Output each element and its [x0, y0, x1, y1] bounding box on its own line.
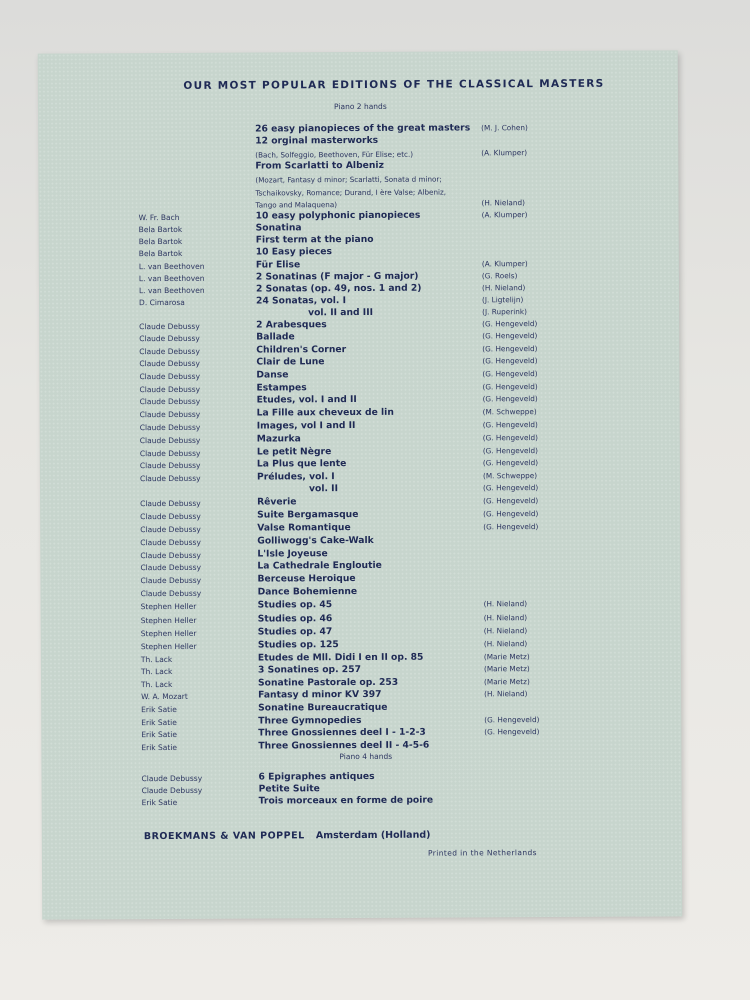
composer-name: Claude Debussy [140, 575, 202, 586]
editor-name: (G. Hengeveld) [482, 458, 539, 468]
composer-name: Claude Debussy [139, 333, 200, 344]
editor-name: (G. Hengeveld) [482, 344, 538, 354]
composer-name: Erik Satie [141, 717, 177, 728]
work-title: Children's Corner [256, 344, 347, 356]
editor-name: (G. Hengeveld) [483, 509, 539, 519]
composer-name: Claude Debussy [141, 773, 203, 784]
work-title: La Plus que lente [256, 458, 347, 470]
work-title: Studies op. 46 [257, 613, 333, 625]
composer-name: Erik Satie [141, 729, 177, 740]
editor-name: (G. Hengeveld) [482, 382, 538, 392]
work-contents-note: Tango and Malaquena) [255, 200, 338, 210]
composer-name: Claude Debussy [140, 588, 202, 599]
work-title: vol. II [308, 483, 339, 495]
work-title: 10 Easy pieces [255, 246, 333, 258]
editor-name: (H. Nieland) [481, 198, 525, 208]
publisher-city: Amsterdam (Holland) [315, 829, 431, 842]
editor-name: (H. Nieland) [484, 689, 528, 699]
composer-name: L. van Beethoven [138, 285, 205, 296]
printed-notice: Printed in the Netherlands [427, 848, 537, 858]
composer-name: Th. Lack [140, 654, 173, 665]
work-title: Valse Romantique [257, 522, 351, 534]
work-title: vol. II and III [308, 306, 374, 319]
work-title: Préludes, vol. I [256, 471, 335, 483]
composer-name: L. van Beethoven [138, 273, 205, 284]
editor-name: (G. Hengeveld) [482, 369, 538, 379]
work-title: L'Isle Joyeuse [257, 548, 328, 560]
work-title: Etudes, vol. I and II [256, 394, 357, 406]
work-title: Petite Suite [258, 783, 320, 795]
editor-name: (M. J. Cohen) [481, 123, 528, 133]
editor-name: (G. Hengeveld) [482, 319, 538, 329]
composer-name: Erik Satie [141, 742, 178, 753]
work-title: Dance Bohemienne [257, 586, 358, 598]
composer-name: Bela Bartok [138, 224, 183, 235]
composer-name: Claude Debussy [139, 371, 201, 382]
composer-name: Claude Debussy [140, 537, 201, 548]
page-title: OUR MOST POPULAR EDITIONS OF THE CLASSICAL MASTERS [183, 77, 605, 92]
work-title: Estampes [256, 382, 307, 394]
composer-name: Erik Satie [141, 704, 177, 715]
catalog-entry-4-hands [42, 793, 682, 808]
work-title: Danse [256, 369, 289, 381]
work-title: First term at the piano [255, 233, 374, 246]
editor-name: (Marie Metz) [483, 652, 530, 662]
composer-name: Claude Debussy [139, 321, 200, 332]
composer-name: Claude Debussy [140, 511, 201, 522]
editor-name: (Marie Metz) [483, 664, 530, 674]
work-title: Le petit Nègre [256, 446, 332, 458]
composer-name: Claude Debussy [139, 396, 201, 407]
composer-name: Claude Debussy [140, 562, 202, 573]
work-title: 2 Sonatinas (F major - G major) [255, 270, 419, 283]
work-title: 26 easy pianopieces of the great masters [255, 122, 471, 135]
editor-name: (G. Roels) [481, 271, 518, 281]
editor-name: (H. Nieland) [483, 613, 528, 623]
composer-name: D. Cimarosa [139, 297, 185, 308]
composer-name: Stephen Heller [140, 628, 197, 639]
work-title: 2 Arabesques [256, 319, 327, 331]
composer-name: Stephen Heller [140, 641, 197, 652]
work-title: Studies op. 45 [257, 599, 333, 611]
work-title: Suite Bergamasque [257, 509, 359, 521]
editor-name: (G. Hengeveld) [482, 483, 539, 493]
composer-name: Claude Debussy [139, 422, 201, 433]
work-title: Trois morceaux en forme de poire [258, 794, 434, 807]
section-label-piano-4-hands: Piano 4 hands [339, 751, 393, 762]
publisher-name: BROEKMANS & VAN POPPEL [143, 830, 305, 843]
work-title: La Fille aux cheveux de lin [256, 406, 394, 419]
editor-name: (A. Klumper) [481, 148, 528, 158]
work-title: 6 Epigraphes antiques [258, 770, 375, 783]
section-label-piano-2-hands: Piano 2 hands [333, 101, 387, 112]
work-contents-note: Tschaikovsky, Romance; Durand, I ère Valse; Albeniz, [255, 187, 447, 198]
editor-name: (H. Nieland) [481, 283, 526, 293]
composer-name: Claude Debussy [140, 524, 201, 535]
composer-name: Claude Debussy [139, 409, 201, 420]
composer-name: L. van Beethoven [138, 261, 205, 272]
composer-name: Claude Debussy [140, 498, 201, 509]
composer-name: Claude Debussy [139, 346, 200, 357]
editor-name: (A. Klumper) [481, 210, 528, 220]
editor-name: (G. Hengeveld) [483, 522, 539, 532]
work-title: Ballade [256, 331, 295, 343]
editor-name: (G. Hengeveld) [484, 715, 540, 725]
work-title: Mazurka [256, 433, 301, 445]
composer-name: W. A. Mozart [141, 691, 188, 702]
work-title: Clair de Lune [256, 356, 325, 368]
composer-name: Claude Debussy [139, 460, 201, 471]
work-title: Sonatine Bureaucratique [258, 701, 388, 714]
work-title: Three Gnossiennes deel I - 1-2-3 [258, 726, 426, 739]
editor-name: (H. Nieland) [483, 639, 528, 649]
work-title: From Scarlatti to Albeniz [255, 159, 384, 172]
work-title: 24 Sonatas, vol. I [256, 295, 347, 307]
catalog-entry [41, 597, 681, 612]
editor-name: (H. Nieland) [483, 599, 528, 609]
composer-name: Stephen Heller [140, 615, 197, 626]
work-title: Sonatina [255, 222, 302, 234]
editor-name: (G. Hengeveld) [482, 356, 538, 366]
composer-name: Bela Bartok [138, 236, 183, 247]
work-title: Golliwogg's Cake-Walk [257, 534, 374, 547]
work-title: Für Elise [255, 259, 301, 271]
composer-name: Claude Debussy [139, 448, 201, 459]
work-title: Studies op. 125 [257, 639, 339, 651]
editor-name: (G. Hengeveld) [484, 727, 540, 737]
composer-name: Claude Debussy [141, 785, 203, 796]
work-title: 12 orginal masterworks [255, 134, 379, 147]
work-title: 3 Sonatines op. 257 [257, 663, 361, 676]
composer-name: Th. Lack [141, 679, 173, 690]
composer-name: W. Fr. Bach [138, 212, 180, 223]
work-title: Sonatine Pastorale op. 253 [258, 676, 399, 689]
work-title: Three Gnossiennes deel II - 4-5-6 [258, 739, 430, 752]
work-title: 10 easy polyphonic pianopieces [255, 209, 421, 222]
editor-name: (Marie Metz) [484, 677, 530, 687]
editor-name: (J. Ruperink) [482, 307, 527, 317]
work-title: Etudes de Mll. Didi I en II op. 85 [257, 651, 424, 664]
editor-name: (G. Hengeveld) [482, 420, 538, 430]
editor-name: (J. Ligtelijn) [482, 295, 524, 305]
composer-name: Th. Lack [140, 666, 173, 677]
composer-name: Claude Debussy [139, 473, 201, 484]
composer-name: Bela Bartok [138, 248, 183, 259]
composer-name: Claude Debussy [139, 358, 200, 369]
catalog-page [38, 50, 683, 919]
composer-name: Claude Debussy [140, 550, 201, 561]
editor-name: (A. Klumper) [481, 259, 528, 269]
composer-name: Claude Debussy [139, 435, 201, 446]
composer-name: Erik Satie [141, 797, 178, 808]
editor-name: (G. Hengeveld) [482, 433, 538, 443]
composer-name: Claude Debussy [139, 384, 201, 395]
work-title: Berceuse Heroique [257, 573, 356, 585]
work-title: Rêverie [257, 496, 297, 508]
composer-name: Stephen Heller [140, 601, 197, 612]
work-title: 2 Sonatas (op. 49, nos. 1 and 2) [255, 282, 422, 295]
editor-name: (G. Hengeveld) [483, 496, 539, 506]
work-title: La Cathedrale Engloutie [257, 559, 382, 572]
editor-name: (H. Nieland) [483, 626, 528, 636]
work-title: Images, vol I and II [256, 420, 356, 432]
work-title: Three Gymnopedies [258, 714, 362, 727]
work-title: Fantasy d minor KV 397 [258, 688, 382, 701]
work-contents-note: (Bach, Solfeggio, Beethoven, Für Elise; etc.) [255, 149, 414, 160]
editor-name: (G. Hengeveld) [482, 394, 538, 404]
work-title: Studies op. 47 [257, 626, 333, 638]
editor-name: (G. Hengeveld) [482, 446, 539, 456]
editor-name: (G. Hengeveld) [482, 331, 538, 341]
editor-name: (M. Schweppe) [482, 471, 538, 481]
work-contents-note: (Mozart, Fantasy d minor; Scarlatti, Sonata d minor; [255, 174, 442, 185]
editor-name: (M. Schweppe) [482, 407, 537, 417]
